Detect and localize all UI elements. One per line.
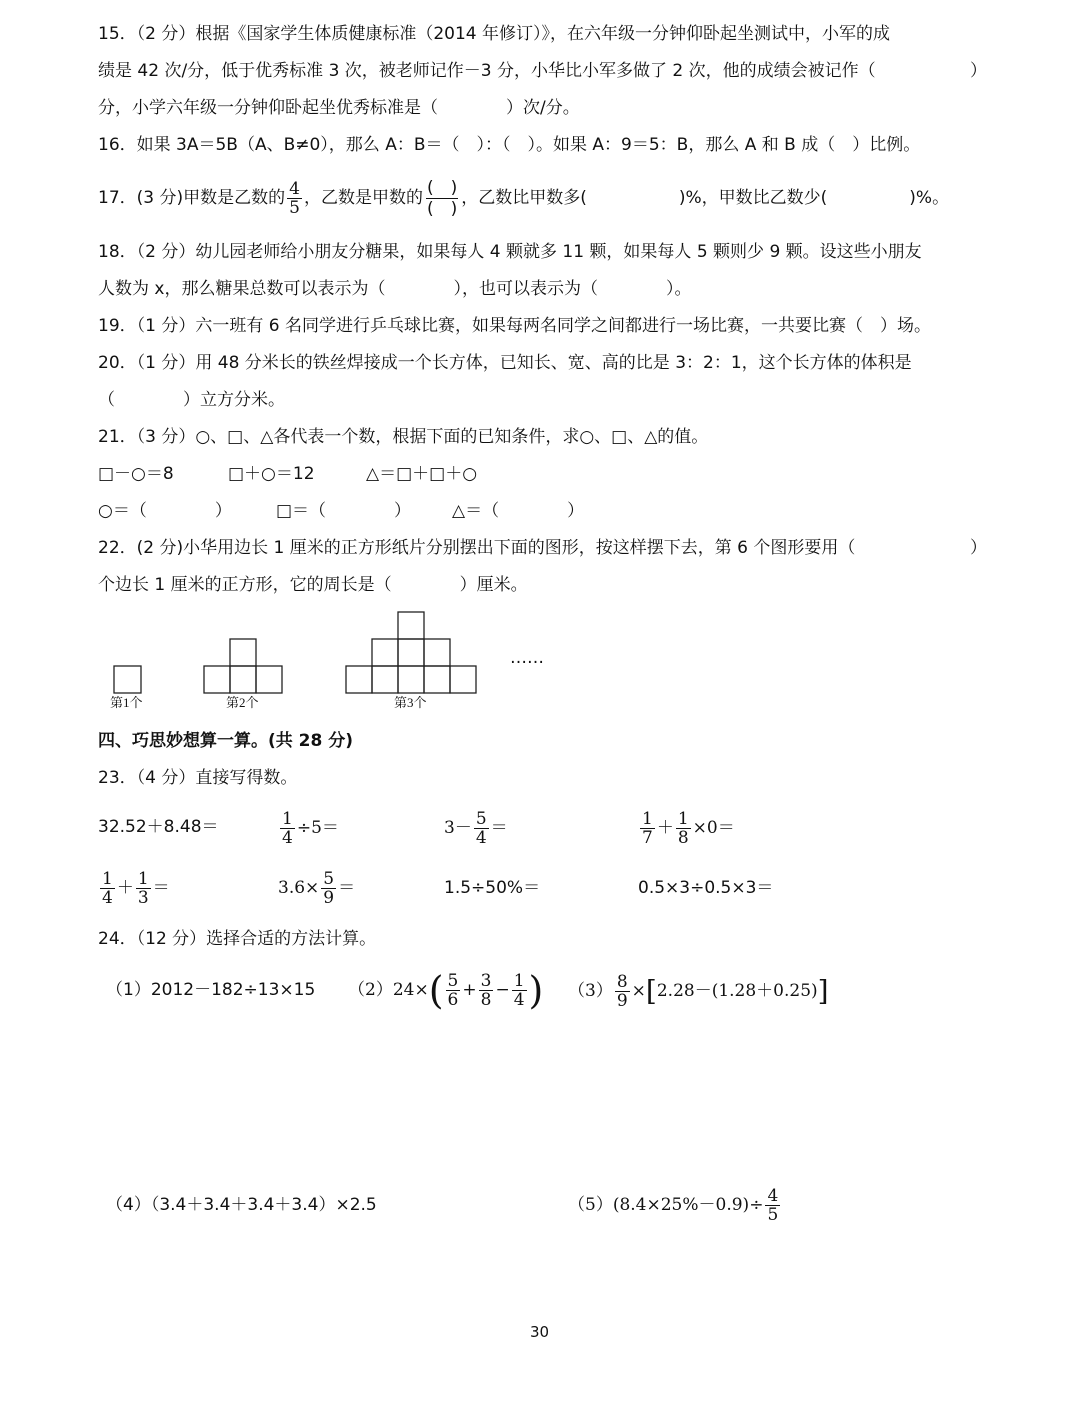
q24-p4: （4）（3.4＋3.4＋3.4＋3.4）×2.5 [106,1195,377,1215]
q23-r1c3-num: 5 [475,809,487,829]
q24-p2-n2: 3 [480,971,492,991]
q17-paren-fraction [426,178,458,219]
q24-p2-d2: 8 [480,990,492,1010]
q23-r1c4-rest: ×0＝ [692,818,735,838]
q24-p3: （3） $\frac{8}{9}$ ×[2.28－(1.28＋0.25)] [568,972,829,1011]
q15-line1: 15．（2 分）根据《国家学生体质健康标准（2014 年修订）》，在六年级一分钟仰卧起坐测试中，小军的成 [98,24,891,44]
fig3-square [398,612,424,639]
q24-p2: （2）24×( $\frac{5}{6}$ + $\frac{3}{8}$ − $\frac{1}{4}$ ) [348,968,544,1013]
q24-p2-n3: 1 [513,971,525,991]
q17-frac-den: 5 [289,197,300,218]
q24-p3-expr: 2.28－(1.28＋0.25) [656,981,818,1001]
q24-p1: （1）2012－182÷13×15 [106,980,316,1000]
q17-paren-num: ( ) [426,177,458,198]
fig3-label: 第3个 [394,695,427,710]
q23-r2c1-num1: 1 [102,869,113,889]
page-number: 30 [530,1323,550,1341]
q23-title: 23．（4 分）直接写得数。 [98,768,298,788]
q23-r1c4-op: ＋ [656,818,674,838]
q23-r2c1-rest: ＝ [152,878,170,898]
q21-answer-square: □＝（ ） [276,501,412,521]
q23-r2c2-num: 5 [323,869,335,889]
q24-p5-den: 5 [767,1205,779,1225]
q24-p5 [568,1180,782,1230]
q24-p3-label: （3） [568,981,613,1001]
q22-line2: 个边长 1 厘米的正方形，它的周长是（ ）厘米。 [98,575,528,595]
q23-r2c4: 0.5×3÷0.5×3＝ [638,878,774,898]
q24-p5-label: （5） [568,1195,613,1215]
q17-fraction [287,180,302,217]
q24-p3-num: 8 [616,972,628,992]
q23-r2c1-num2: 1 [137,869,149,889]
fig3-square [424,639,450,666]
q23-r1c2-den: 4 [282,828,293,848]
q21-eq3: △＝□＋□＋○ [366,464,478,484]
q23-r1c3-den: 4 [475,828,487,848]
q23-r1c3 [444,806,508,850]
square-pattern-figure [100,606,560,716]
q20-line1: 20．（1 分）用 48 分米长的铁丝焊接成一个长方体，已知长、宽、高的比是 3：2：1，这个长方体的体积是 [98,353,912,373]
q17-prefix: 17．(3 分)甲数是乙数的 [98,188,286,208]
fig3-square [450,666,476,693]
q23-r2c1-den1: 4 [102,888,113,908]
q15-line2-end: ） [970,61,987,81]
fig1-label: 第1个 [110,695,143,710]
q23-r2c2-pre: 3.6× [278,878,320,898]
q23-r1c4-den1: 7 [642,828,653,848]
fig3-square [372,666,398,693]
fig2-square [256,666,282,693]
q17-line [98,176,949,220]
q24-p2-d3: 4 [513,990,525,1010]
q24-p2-n1: 5 [447,971,459,991]
q16-text: 16．如果 3A＝5B（A、B≠0），那么 A：B＝（ ）：（ ）。如果 A：9＝5：B，那么 A 和 B 成（ ）比例。 [98,135,921,155]
q17-frac-num: 4 [289,178,300,199]
q23-r1c4-num2: 1 [677,809,689,829]
q23-r1c2 [278,806,339,850]
fig3-square [424,666,450,693]
fig3-square [398,666,424,693]
q17-suffix: ，乙数比甲数多( [461,188,587,208]
fig2-label: 第2个 [226,695,259,710]
q23-r1c4 [638,806,735,850]
q23-r1c1: 32.52＋8.48＝ [98,817,219,837]
fig2-square [230,639,256,666]
q24-title: 24．（12 分）选择合适的方法计算。 [98,929,377,949]
fig3-square [346,666,372,693]
q21-eq2: □＋○＝12 [228,464,315,484]
q24-p5-expr: (8.4×25%－0.9)÷ [612,1195,764,1215]
q19-text: 19．（1 分）六一班有 6 名同学进行乒乓球比赛，如果每两名同学之间都进行一场比赛，一共要比赛（ ）场。 [98,316,931,336]
q22-line1: 22．(2 分)小华用边长 1 厘米的正方形纸片分别摆出下面的图形，按这样摆下去，第 6 个图形要用（ [98,538,856,558]
q15-line2: 绩是 42 次/分，低于优秀标准 3 次，被老师记作－3 分，小华比小军多做了 2 次，他的成绩会被记作（ [98,61,876,81]
q21-eq1: □－○＝8 [98,464,174,484]
q23-r1c2-rest: ÷5＝ [296,818,339,838]
q24-p2-pre: 24× [392,980,429,1000]
q23-r2c2 [278,866,355,910]
q24-p5-num: 4 [767,1186,779,1206]
section4-title: 四、巧思妙想算一算。(共 28 分) [98,731,354,751]
q20-line2: （ ）立方分米。 [98,390,285,410]
q17-paren-den: ( ) [426,198,458,219]
q18-line1: 18．（2 分）幼儿园老师给小朋友分糖果，如果每人 4 颗就多 11 颗，如果每人 5 颗则少 9 颗。设这些小朋友 [98,242,922,262]
q23-r2c1-op: ＋ [116,878,134,898]
q21-line1: 21．（3 分）○、□、△各代表一个数，根据下面的已知条件，求○、□、△的值。 [98,427,709,447]
q23-r1c2-num: 1 [282,809,293,829]
q17-pct1: )%，甲数比乙数少( [678,188,828,208]
q24-p3-den: 9 [616,991,628,1011]
q23-r2c1-den2: 3 [137,888,149,908]
q17-pct2: )%。 [909,188,950,208]
q21-answer-circle: ○＝（ ） [98,501,232,521]
q24-p2-d1: 6 [447,990,459,1010]
fig3-square [372,639,398,666]
q23-r2c2-rest: ＝ [338,878,356,898]
q15-line3: 分，小学六年级一分钟仰卧起坐优秀标准是（ ）次/分。 [98,98,580,118]
fig1-square [114,666,141,693]
fig2-square [204,666,230,693]
q23-r1c3-rest: ＝ [490,818,508,838]
q23-r1c3-pre: 3－ [444,818,472,838]
q24-p2-label: （2） [348,980,393,1000]
q23-r2c1 [98,866,170,910]
fig2-square [230,666,256,693]
fig-ellipsis: …… [510,648,544,668]
q23-r1c4-num1: 1 [642,809,653,829]
q23-r2c2-den: 9 [323,888,335,908]
q23-r1c4-den2: 8 [677,828,689,848]
q17-middle: ，乙数是甲数的 [303,188,423,208]
q23-r2c3: 1.5÷50%＝ [444,878,541,898]
q21-answer-triangle: △＝（ ） [452,501,585,521]
fig3-square [398,639,424,666]
q22-line1-end: ） [970,538,987,558]
q18-line2: 人数为 x，那么糖果总数可以表示为（ ），也可以表示为（ ）。 [98,279,692,299]
